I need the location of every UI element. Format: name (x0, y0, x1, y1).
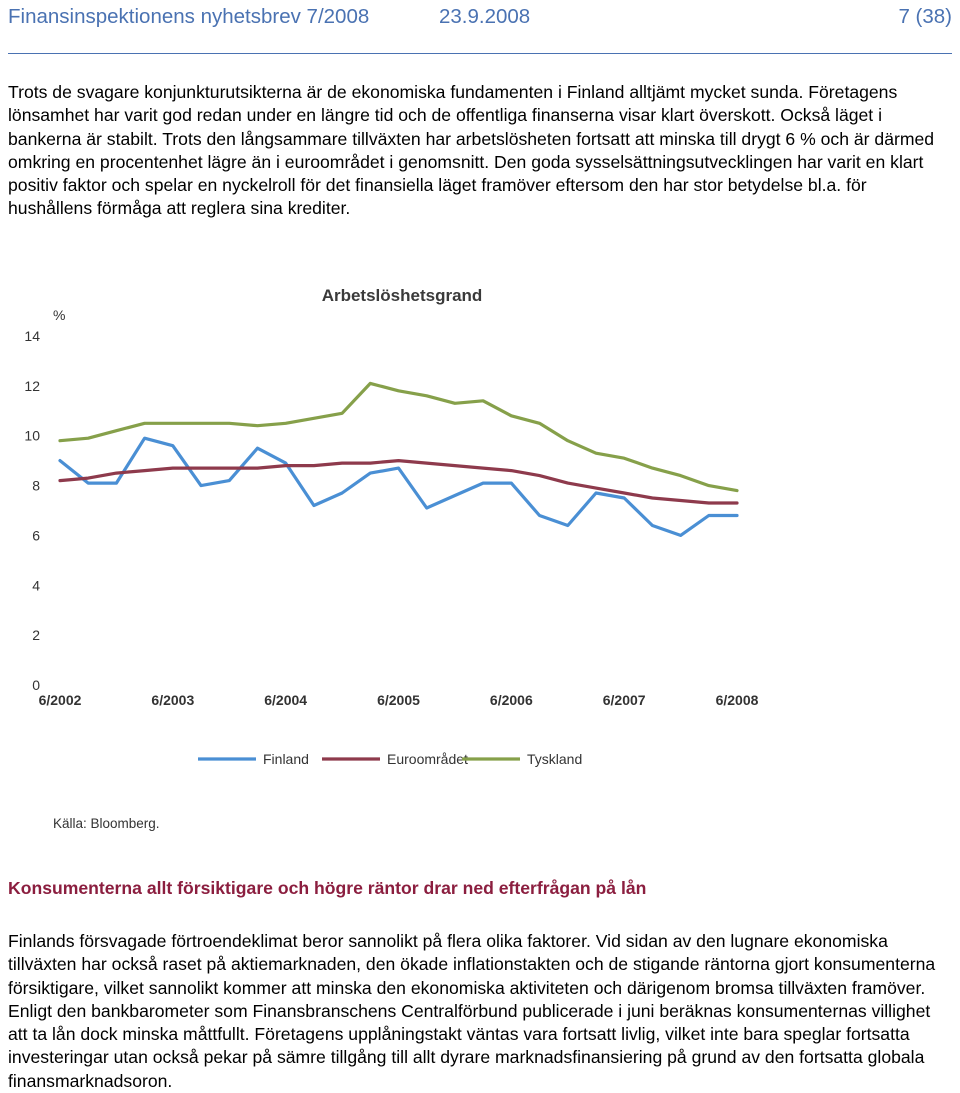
y-tick-label: 10 (24, 427, 40, 444)
body-paragraph: Trots de svagare konjunkturutsikterna är de ekonomiska fundamenten i Finland alltjämt mycket sunda. Företagens lönsamhet har varit god redan under en längre tid och de offentliga finanserna visar klart överskott. Också läget i bankerna är stabilt. Trots den långsammare tillväxten har arbetslösheten fortsatt att minska till drygt 6 % och är därmed omkring en procentenhet lägre än i euroområdet i genomsnitt. Den goda sysselsättningsutvecklingen har varit en klart positiv faktor och spelar en nyckelroll för det finansiella läget framöver eftersom den har stor betydelse bl.a. för hushållens förmåga att reglera sina krediter. (8, 82, 935, 219)
y-tick-label: 8 (32, 477, 40, 494)
chart-title: Arbetslöshetsgrand (321, 286, 483, 305)
x-tick-label: 6/2007 (602, 692, 646, 708)
x-tick-label: 6/2008 (715, 692, 759, 708)
page-header (8, 4, 952, 34)
page-number: 7 (38) (898, 5, 952, 28)
y-tick-label: 14 (24, 328, 40, 344)
section-heading: Konsumenterna allt försiktigare och högre räntor drar ned efterfrågan på lån (8, 878, 647, 898)
legend-label: Finland (263, 751, 309, 767)
y-axis-ticks (24, 328, 40, 693)
y-tick-label: 4 (32, 577, 40, 594)
newsletter-title: Finansinspektionens nyhetsbrev 7/2008 (8, 5, 370, 28)
series-line-tyskland (60, 383, 737, 490)
legend-label: Euroområdet (387, 751, 468, 767)
newsletter-date: 23.9.2008 (439, 5, 531, 28)
chart-svg (0, 270, 790, 840)
y-axis-unit: % (53, 307, 66, 323)
x-axis-ticks (39, 692, 759, 708)
legend-label: Tyskland (527, 751, 583, 767)
chart-legend (198, 751, 582, 767)
x-tick-label: 6/2003 (151, 692, 195, 708)
header-divider (8, 53, 952, 54)
series-line-finland (60, 438, 737, 535)
y-tick-label: 0 (32, 677, 40, 693)
chart-source: Källa: Bloomberg. (53, 816, 160, 831)
series-lines (60, 383, 737, 535)
x-tick-label: 6/2002 (38, 692, 82, 708)
x-tick-label: 6/2005 (377, 692, 420, 708)
x-tick-label: 6/2004 (264, 692, 308, 708)
body-paragraph-2: Finlands försvagade förtroendeklimat beror sannolikt på flera olika faktorer. Vid sidan av den lugnare ekonomiska tillväxten har också raset på aktiemarknaden, den ökade inflationstakten och de stigande räntorna gjort konsumenterna försiktigare, vilket sannolikt kommer att minska den ekonomiska aktiviteten och därigenom bromsa tillväxten framöver. Enligt den bankbarometer som Finansbranschens Centralförbund publicerade i juni beräknas konsumenternas villighet att ta lån dock minska måttfullt. Företagens upplåningstakt väntas vara fortsatt livlig, vilket inte bara speglar fortsatta investeringar utan också pekar på sämre tillgång till allt dyrare marknadsfinansiering på grund av den fortsatta globala finansmarknadsoron. (8, 931, 936, 1091)
unemployment-chart (0, 270, 790, 840)
y-tick-label: 2 (32, 627, 40, 644)
y-tick-label: 6 (32, 527, 40, 544)
x-tick-label: 6/2006 (489, 692, 533, 708)
y-tick-label: 12 (24, 377, 40, 394)
